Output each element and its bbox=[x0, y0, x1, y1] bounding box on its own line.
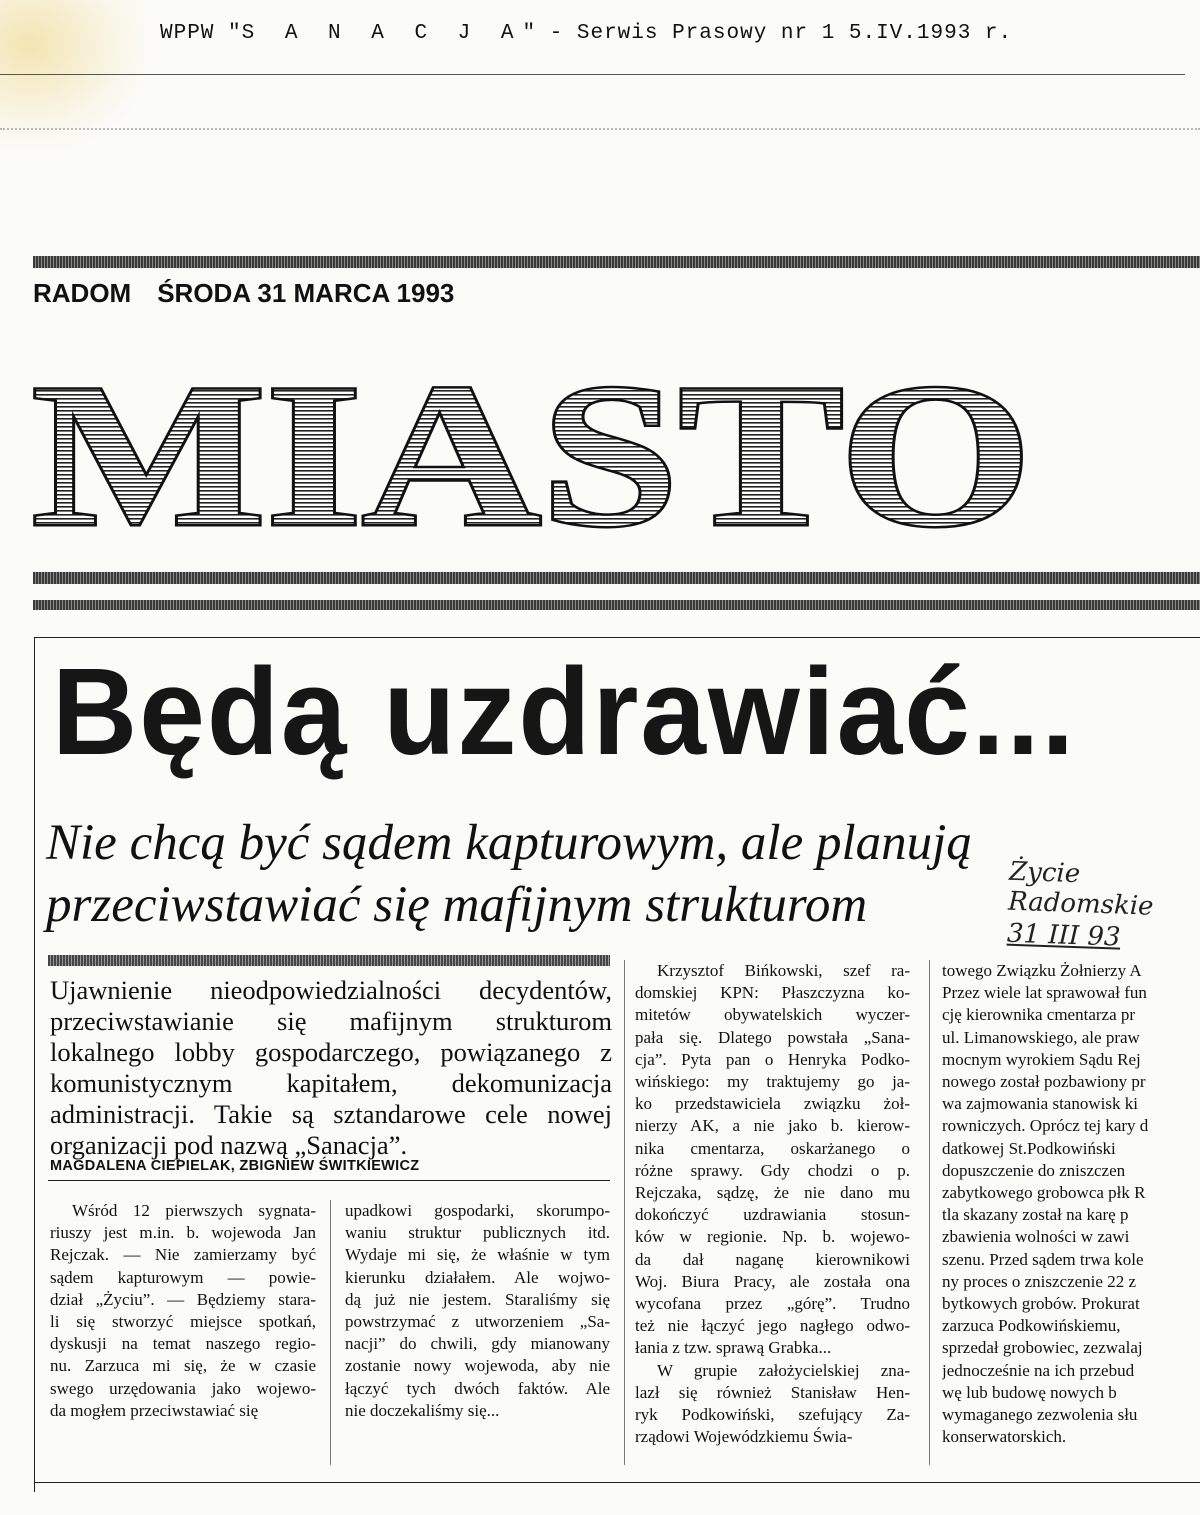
column-line: domskiej KPN: Płaszczyzna ko- bbox=[635, 983, 910, 1003]
handwritten-line-1: Życie bbox=[1008, 856, 1081, 890]
handwritten-source-note bbox=[1006, 857, 1199, 956]
column-line: tla skazany został na karę p bbox=[942, 1205, 1129, 1225]
column-line: powstrzymać z utworzeniem „Sa- bbox=[345, 1312, 610, 1332]
column-line: Wydaje mi się, że właśnie w tym bbox=[345, 1245, 610, 1265]
column-line: cję kierownika cmentarza pr bbox=[942, 1005, 1136, 1025]
handwritten-line-3: 31 III 93 bbox=[1006, 918, 1121, 953]
column-line: da mogłem przeciwstawiać się bbox=[50, 1400, 259, 1420]
column-line: nika cmentarza, oskarżanego o bbox=[635, 1138, 910, 1158]
column-line: li się stworzyć miejsce spotkań, bbox=[50, 1312, 316, 1332]
dateline-city: RADOM bbox=[33, 278, 132, 308]
article-column-1 bbox=[50, 1200, 316, 1422]
article-box-top bbox=[34, 637, 1200, 638]
masthead-logo bbox=[30, 362, 1200, 542]
column-line: ków w regionie. Np. b. wojewo- bbox=[635, 1227, 910, 1247]
column-line: upadkowi gospodarki, skorumpo- bbox=[345, 1201, 610, 1220]
column-line: łania z tzw. sprawą Grabka... bbox=[635, 1338, 832, 1358]
subhead-line-1: Nie chcą być sądem kapturowym, ale planują bbox=[46, 815, 972, 871]
column-line: wycofana przez „górę”. Trudno bbox=[635, 1294, 910, 1314]
press-header-rest: " - Serwis Prasowy nr 1 5.IV.1993 r. bbox=[522, 22, 1013, 45]
column-line: dyskusji na temat naszego regio- bbox=[50, 1334, 316, 1354]
byline-rule bbox=[48, 1180, 610, 1181]
column-line: rządowi Wojewódzkiemu Świa- bbox=[635, 1427, 853, 1447]
lead-hatched-bar bbox=[48, 955, 610, 966]
column-line: Rejczak. — Nie zamierzamy być bbox=[50, 1245, 316, 1265]
column-line: waniu struktur publicznych itd. bbox=[345, 1223, 610, 1243]
column-line: wymaganego zezwolenia słu bbox=[942, 1405, 1138, 1425]
column-line: Wśród 12 pierwszych sygnata- bbox=[72, 1201, 316, 1220]
column-line: Przez wiele lat sprawował fun bbox=[942, 983, 1147, 1003]
column-line: wa zajmowania stanowisk ki bbox=[942, 1094, 1138, 1114]
article-byline: MAGDALENA CIEPIELAK, ZBIGNIEW ŚWITKIEWICZ bbox=[50, 1158, 420, 1174]
column-line: ul. Limanowskiego, ale praw bbox=[942, 1027, 1140, 1047]
column-line: pała się. Dlatego powstała „Sana- bbox=[635, 1027, 910, 1047]
column-line: ryk Podkowiński, szefujący Za- bbox=[635, 1405, 910, 1425]
column-line: zabytkowego grobowca płk R bbox=[942, 1183, 1146, 1203]
column-line: cja”. Pyta pan o Henryka Podko- bbox=[635, 1049, 910, 1069]
press-header-name: S A N A C J A bbox=[241, 22, 523, 45]
column-line: dą już nie jestem. Staraliśmy się bbox=[345, 1289, 610, 1309]
subhead-line-2: przeciwstawiać się mafijnym strukturom bbox=[46, 877, 868, 933]
column-line: mocnym wyrokiem Sądu Rej bbox=[942, 1049, 1141, 1069]
article-column-3 bbox=[635, 960, 910, 1448]
column-line: konserwatorskich. bbox=[942, 1427, 1067, 1447]
column-line: towego Związku Żołnierzy A bbox=[942, 961, 1142, 980]
column-line: lazł się również Stanisław Hen- bbox=[635, 1382, 910, 1402]
column-line: ko przedstawiciela związku żoł- bbox=[635, 1094, 910, 1114]
column-line: Krzysztof Bińkowski, szef ra- bbox=[657, 961, 910, 980]
column-line: nacji” do chwili, gdy mianowany bbox=[345, 1334, 610, 1354]
column-divider-2 bbox=[624, 960, 625, 1465]
column-line: nie doczekaliśmy się... bbox=[345, 1400, 500, 1420]
column-line: różne sprawy. Gdy chodzi o p. bbox=[635, 1160, 910, 1180]
top-hatched-band bbox=[33, 256, 1200, 268]
column-line: sądem kapturowym — powie- bbox=[50, 1267, 316, 1287]
masthead-band-2 bbox=[33, 600, 1200, 610]
article-lead: Ujawnienie nieodpowiedzialności decydentów, przeciwstawianie się mafijnym strukturom lokalnego lobby gospodarczego, powiązanego z komunistycznym kapitałem, dekomunizacja administracji. Takie są sztandarowe cele nowej organizacji pod nazwą „Sanacja”. bbox=[50, 975, 612, 1160]
article-box-left bbox=[34, 637, 35, 1492]
column-line: sprzedał grobowiec, zezwalaj bbox=[942, 1338, 1143, 1358]
header-rule bbox=[0, 74, 1185, 75]
column-line: łączyć tych dwóch faktów. Ale bbox=[345, 1378, 610, 1398]
article-column-2 bbox=[345, 1200, 610, 1422]
column-line: wińskiego: my traktujemy go ja- bbox=[635, 1072, 910, 1092]
column-line: rowniczych. Oprócz tej kary d bbox=[942, 1116, 1149, 1136]
masthead-text: MIASTO bbox=[32, 362, 1032, 542]
column-line: ny proces o zniszczenie 22 z bbox=[942, 1271, 1136, 1291]
column-line: mitetów obywatelskich wyczer- bbox=[635, 1005, 910, 1025]
masthead-band-1 bbox=[33, 572, 1200, 584]
column-line: riuszy jest m.in. b. wojewoda Jan bbox=[50, 1223, 316, 1243]
column-line: dopuszczenie do zniszczen bbox=[942, 1160, 1126, 1180]
column-divider-3 bbox=[929, 960, 930, 1465]
column-line: Rejczaka, sądzę, że nie dano mu bbox=[635, 1183, 910, 1203]
dateline bbox=[33, 278, 454, 309]
scan-dotted-line bbox=[0, 128, 1200, 130]
press-header-org: WPPW " bbox=[160, 22, 242, 45]
article-column-4 bbox=[942, 960, 1200, 1448]
column-line: nierzy AK, a nie jako b. kierow- bbox=[635, 1116, 910, 1136]
column-line: zarzuca Podkowińskiemu, bbox=[942, 1316, 1121, 1336]
column-divider-1 bbox=[330, 1200, 331, 1465]
column-line: W grupie założycielskiej zna- bbox=[657, 1360, 910, 1380]
column-line: wę lub budowę nowych b bbox=[942, 1382, 1117, 1402]
dateline-date: ŚRODA 31 MARCA 1993 bbox=[157, 278, 455, 308]
column-line: dokończyć uzdrawiania stosun- bbox=[635, 1205, 910, 1225]
column-line: zbawienia wolności w zawi bbox=[942, 1227, 1130, 1247]
column-line: da dał naganę kierownikowi bbox=[635, 1249, 910, 1269]
column-line: bytkowych grobów. Prokurat bbox=[942, 1294, 1140, 1314]
column-line: jednocześnie na ich przebud bbox=[942, 1360, 1135, 1380]
column-line: Woj. Biura Pracy, ale została ona bbox=[635, 1271, 910, 1291]
article-subhead bbox=[46, 812, 1046, 936]
column-line: zostanie nowy wojewoda, aby nie bbox=[345, 1356, 610, 1376]
column-line: nu. Zarzuca mi się, że w czasie bbox=[50, 1356, 316, 1376]
column-line: też nie łączyć jego nagłego odwo- bbox=[635, 1316, 910, 1336]
press-service-header bbox=[160, 22, 1060, 45]
column-line: datkowej St.Podkowiński bbox=[942, 1138, 1116, 1158]
column-line: kierunku działałem. Ale wojwo- bbox=[345, 1267, 610, 1287]
column-line: swego urzędowania jako wojewo- bbox=[50, 1378, 316, 1398]
article-box-bottom bbox=[34, 1482, 1200, 1483]
column-line: szenu. Przed sądem trwa kole bbox=[942, 1249, 1144, 1269]
column-line: dział „Życiu”. — Będziemy stara- bbox=[50, 1289, 316, 1309]
article-headline: Będą uzdrawiać... bbox=[52, 642, 1077, 782]
column-line: nowego został pozbawiony pr bbox=[942, 1072, 1146, 1092]
masthead-svg bbox=[30, 362, 1200, 542]
handwritten-line-2: Radomskie bbox=[1007, 886, 1154, 922]
